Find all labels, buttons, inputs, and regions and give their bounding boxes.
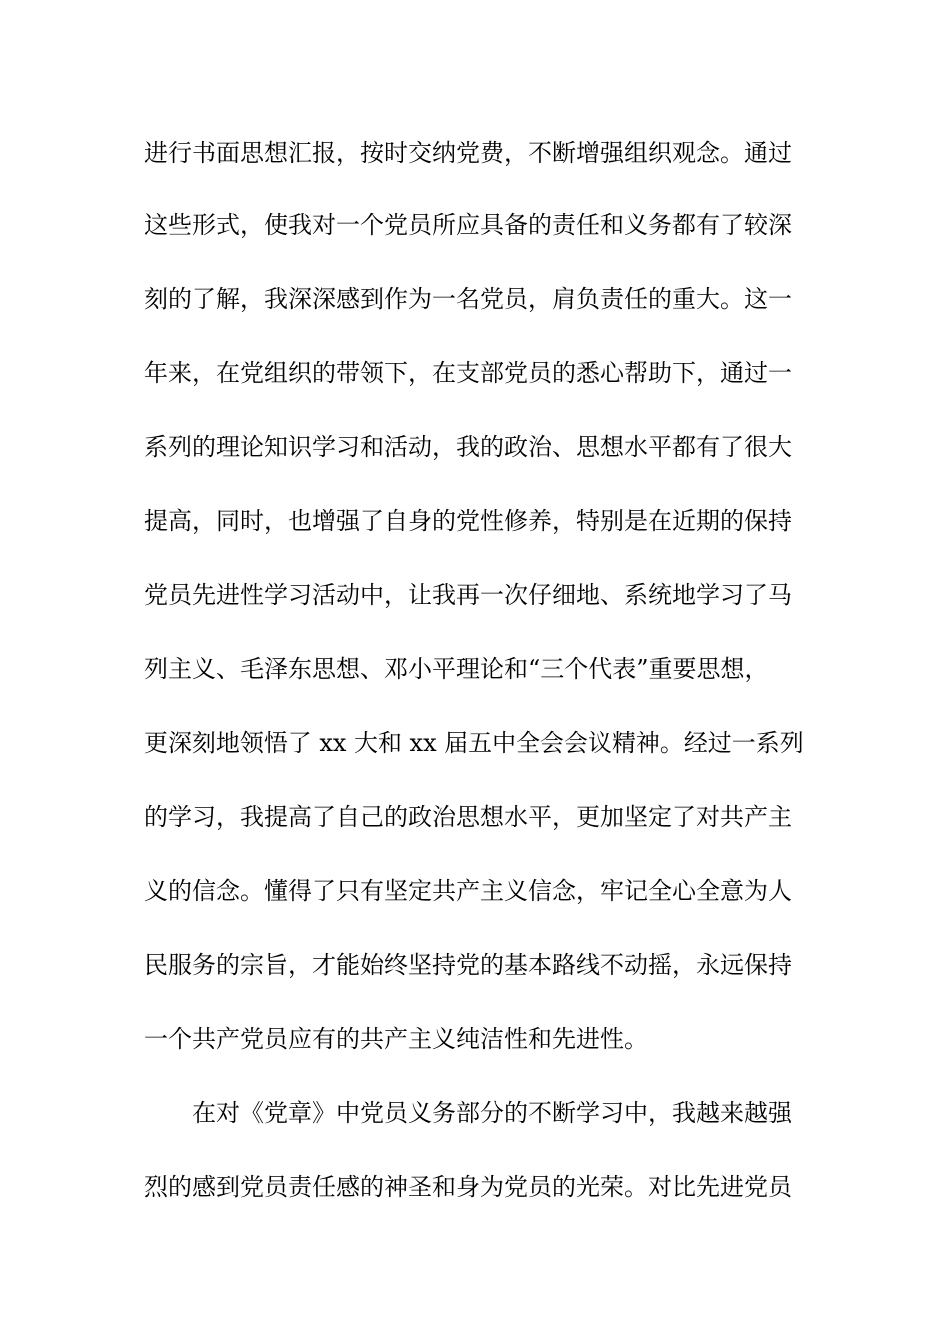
text-line-3: 刻的了解，我深深感到作为一名党员，肩负责任的重大。这一 bbox=[144, 285, 792, 313]
text-line-12: 民服务的宗旨，才能始终坚持党的基本路线不动摇，永远保持 bbox=[144, 951, 792, 979]
text-line-8: 列主义、毛泽东思想、邓小平理论和“三个代表”重要思想， bbox=[144, 655, 769, 683]
text-line-15: 烈的感到党员责任感的神圣和身为党员的光荣。对比先进党员 bbox=[144, 1173, 792, 1201]
text-line-2: 这些形式，使我对一个党员所应具备的责任和义务都有了较深 bbox=[144, 211, 792, 239]
text-line-5: 系列的理论知识学习和活动，我的政治、思想水平都有了很大 bbox=[144, 433, 792, 461]
text-line-14: 在对《党章》中党员义务部分的不断学习中，我越来越强 bbox=[144, 1099, 792, 1127]
text-line-13: 一个共产党员应有的共产主义纯洁性和先进性。 bbox=[144, 1025, 648, 1053]
text-line-1: 进行书面思想汇报，按时交纳党费，不断增强组织观念。通过 bbox=[144, 139, 792, 167]
text-line-7: 党员先进性学习活动中，让我再一次仔细地、系统地学习了马 bbox=[144, 581, 792, 609]
text-line-4: 年来，在党组织的带领下，在支部党员的悉心帮助下，通过一 bbox=[144, 359, 792, 387]
text-line-10: 的学习，我提高了自己的政治思想水平，更加坚定了对共产主 bbox=[144, 803, 792, 831]
text-line-6: 提高，同时，也增强了自身的党性修养，特别是在近期的保持 bbox=[144, 507, 792, 535]
text-line-9: 更深刻地领悟了 xx 大和 xx 届五中全会会议精神。经过一系列 bbox=[144, 729, 804, 757]
text-line-11: 义的信念。懂得了只有坚定共产主义信念，牢记全心全意为人 bbox=[144, 877, 792, 905]
